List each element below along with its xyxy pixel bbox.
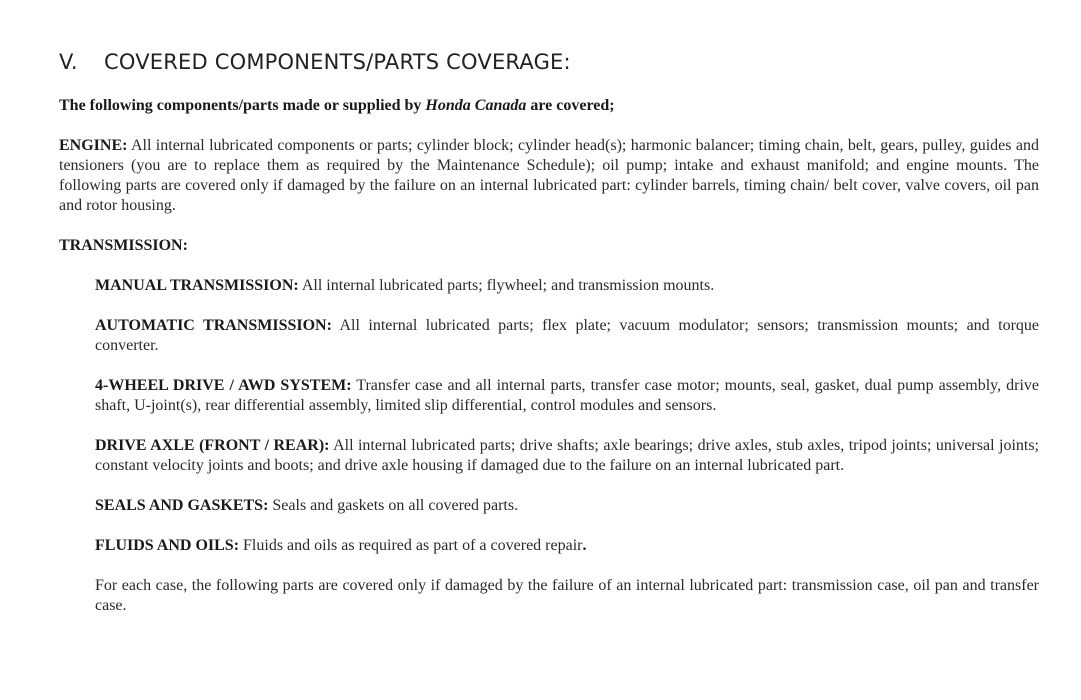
fluids-oils-text: Fluids and oils as required as part of a covered repair (239, 537, 583, 554)
drive-axle-label: DRIVE AXLE (FRONT / REAR): (95, 437, 330, 454)
fluids-oils-label: FLUIDS AND OILS: (95, 537, 240, 554)
section-title: COVERED COMPONENTS/PARTS COVERAGE: (104, 50, 571, 74)
intro-brand: Honda Canada (425, 97, 527, 114)
engine-text: All internal lubricated components or parts; cylinder block; cylinder head(s); harmonic balancer; timing chain, belt, gears, pulley, guides and tensioners (you are to replace them as required by the Maintenance Schedule); oil pump; intake and exhaust manifold; and engine mounts. The following parts are covered only if damaged by the failure on an internal lubricated part: cylinder barrels, timing chain/ belt cover, valve covers, oil pan and rotor housing. (59, 137, 1039, 214)
awd-system-label: 4-WHEEL DRIVE / AWD SYSTEM: (95, 377, 352, 394)
awd-system-paragraph (95, 376, 1039, 416)
automatic-transmission-text: All internal lubricated parts; flex plate; vacuum modulator; sensors; transmission mounts; and torque converter. (95, 317, 1040, 354)
intro-paragraph (59, 96, 1039, 116)
automatic-transmission-label: AUTOMATIC TRANSMISSION: (95, 317, 332, 334)
drive-axle-paragraph (95, 436, 1039, 476)
seals-gaskets-text: Seals and gaskets on all covered parts. (268, 497, 519, 514)
transmission-heading (59, 236, 1039, 256)
document-page (59, 48, 1039, 616)
engine-paragraph (59, 136, 1039, 216)
manual-transmission-paragraph (95, 276, 1039, 296)
intro-text-after: are covered; (526, 97, 615, 114)
section-heading (59, 48, 1039, 76)
seals-gaskets-label: SEALS AND GASKETS: (95, 497, 269, 514)
automatic-transmission-paragraph (95, 316, 1039, 356)
awd-system-text: Transfer case and all internal parts, transfer case motor; mounts, seal, gasket, dual pump assembly, drive shaft, U-joint(s), rear differential assembly, limited slip differential, control modules and sensors. (95, 377, 1039, 414)
fluids-oils-period: . (582, 537, 587, 554)
seals-gaskets-paragraph (95, 496, 1039, 516)
intro-text-before: The following components/parts made or supplied by (59, 97, 426, 114)
transmission-note: For each case, the following parts are covered only if damaged by the failure of an internal lubricated part: transmission case, oil pan and transfer case. (95, 577, 1039, 614)
transmission-label: TRANSMISSION: (59, 237, 188, 254)
manual-transmission-text: All internal lubricated parts; flywheel; and transmission mounts. (298, 277, 715, 294)
section-number: V. (59, 50, 78, 74)
manual-transmission-label: MANUAL TRANSMISSION: (95, 277, 299, 294)
fluids-oils-paragraph (95, 536, 1039, 556)
engine-label: ENGINE: (59, 137, 128, 154)
drive-axle-text: All internal lubricated parts; drive shafts; axle bearings; drive axles, stub axles, tripod joints; universal joints; constant velocity joints and boots; and drive axle housing if damaged due to the failure on an internal lubricated part. (95, 437, 1040, 474)
